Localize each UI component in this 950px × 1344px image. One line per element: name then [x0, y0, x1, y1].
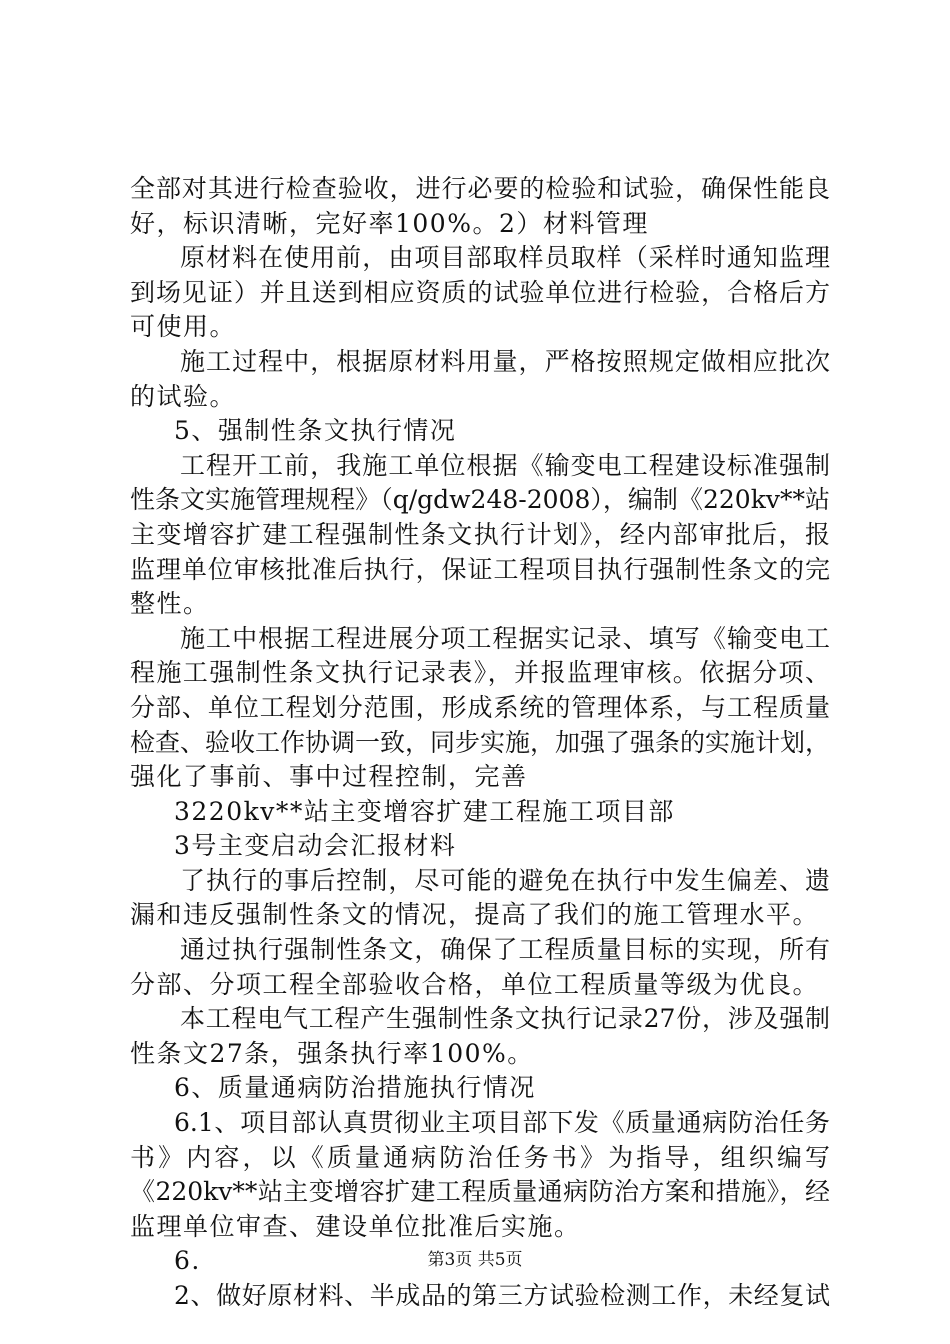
- text-line: 原材料在使用前，由项目部取样员取样（采样时通知监理: [180, 243, 830, 273]
- text-line: 检查、验收工作协调一致，同步实施，加强了强条的实施计划，: [130, 727, 831, 757]
- page-number-footer: 第3页 共5页: [427, 1250, 523, 1270]
- text-line: 性条文实施管理规程》（q/gdw248-2008），编制《220kv**站: [130, 485, 830, 515]
- text-line: 整性。: [130, 589, 210, 619]
- text-line: 好，标识清晰，完好率100%。2）材料管理: [130, 208, 649, 238]
- document-body: [130, 172, 830, 1314]
- section-heading: 5、强制性条文执行情况: [174, 416, 457, 446]
- text-line: 程施工强制性条文执行记录表》，并报监理审核。依据分项、: [130, 658, 830, 688]
- text-line: 主变增容扩建工程强制性条文执行计划》，经内部审批后，报: [130, 519, 830, 549]
- text-line: 6.1、项目部认真贯彻业主项目部下发《质量通病防治任务: [174, 1108, 830, 1138]
- text-line: 《220kv**站主变增容扩建工程质量通病防治方案和措施》，经: [130, 1177, 830, 1207]
- header-remnant-line: 3号主变启动会汇报材料: [174, 831, 457, 861]
- text-line: 全部对其进行检查验收，进行必要的检验和试验，确保性能良: [130, 174, 830, 203]
- section-heading: 6、质量通病防治措施执行情况: [174, 1073, 536, 1103]
- text-line: 监理单位审核批准后执行，保证工程项目执行强制性条文的完: [130, 554, 830, 584]
- text-line: 漏和违反强制性条文的情况，提高了我们的施工管理水平。: [130, 900, 820, 930]
- text-line: 强化了事前、事中过程控制，完善: [130, 762, 528, 792]
- text-line: 施工过程中，根据原材料用量，严格按照规定做相应批次: [180, 346, 830, 376]
- text-line: 到场见证）并且送到相应资质的试验单位进行检验，合格后方: [130, 277, 830, 307]
- header-remnant-line: 3220kv**站主变增容扩建工程施工项目部: [174, 796, 675, 826]
- text-line: 工程开工前，我施工单位根据《输变电工程建设标准强制: [180, 450, 830, 480]
- text-line: 了执行的事后控制，尽可能的避免在执行中发生偏差、遗: [180, 865, 830, 895]
- text-line: 2、做好原材料、半成品的第三方试验检测工作，未经复试: [174, 1281, 830, 1310]
- text-line: 分部、单位工程划分范围，形成系统的管理体系，与工程质量: [130, 692, 830, 722]
- text-line: 本工程电气工程产生强制性条文执行记录27份，涉及强制: [180, 1004, 830, 1034]
- text-line: 的试验。: [130, 381, 237, 411]
- text-line: 6.: [174, 1246, 201, 1276]
- text-line: 书》内容，以《质量通病防治任务书》为指导，组织编写: [130, 1142, 830, 1172]
- text-line: 可使用。: [130, 312, 237, 342]
- text-line: 监理单位审查、建设单位批准后实施。: [130, 1211, 581, 1241]
- text-line: 施工中根据工程进展分项工程据实记录、填写《输变电工: [180, 623, 830, 653]
- text-line: 分部、分项工程全部验收合格，单位工程质量等级为优良。: [130, 969, 820, 999]
- text-line: 通过执行强制性条文，确保了工程质量目标的实现，所有: [180, 935, 830, 965]
- text-line: 性条文27条，强条执行率100%。: [130, 1038, 534, 1068]
